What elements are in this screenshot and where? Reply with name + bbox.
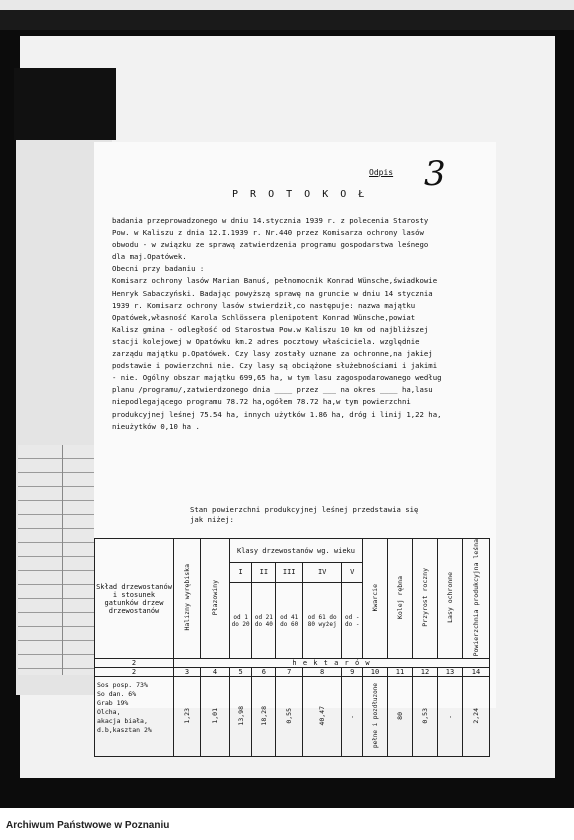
- value-klasa-IV: 40,47: [302, 677, 342, 757]
- value-halizny: 1,23: [174, 677, 201, 757]
- body-line: produkcyjnej leśnej 75.54 ha, innych użytków 1.86 ha, dróg i linij 1,22 ha,: [112, 409, 442, 419]
- klasa-I-range: od 1 do 20: [230, 582, 252, 659]
- ruled-page-edge: [18, 445, 96, 675]
- left-dark-patch: [14, 68, 116, 140]
- col-number: 6: [252, 668, 276, 677]
- species-line: d.b,kasztan 2%: [97, 726, 152, 735]
- body-line: podstawie i powierzchni nie. Czy lasy są obciążone służebnościami i jakimi: [112, 361, 438, 371]
- body-line: - nie. Ogólny obszar majątku 699,65 ha, w tym lasu zagospodarowanego według: [112, 373, 442, 383]
- klasa-V-range: od - do -: [342, 582, 363, 659]
- col-composition-header: Skład drzewostanów i stosunek gatunków drzew drzewostanów: [95, 539, 174, 659]
- col-number: 10: [363, 668, 388, 677]
- col-number: 12: [413, 668, 438, 677]
- body-line: 1939 r. Komisarz ochrony lasów stwierdził,co następuje: nazwa majątku: [112, 300, 416, 310]
- col-kolej-header: Kolej rębna: [388, 539, 413, 659]
- body-line: badania przeprowadzonego w dniu 14.stycznia 1939 r. z polecenia Starosty: [112, 216, 429, 225]
- body-line: dla maj.Opatówek.: [112, 252, 187, 262]
- body-line: Pow. w Kaliszu z dnia 12.I.1939 r. Nr.440 przez Komisarza ochrony lasów: [112, 228, 424, 238]
- klasa-II-range: od 21 do 40: [252, 582, 276, 659]
- col-number: 9: [342, 668, 363, 677]
- value-klasa-II: 18,28: [252, 677, 276, 757]
- col-plazowiny-header: Płazowiny: [201, 539, 230, 659]
- body-line: planu /programu/,zatwierdzonego dnia ____ przez ___ na okres ____ ha,lasu: [112, 385, 433, 395]
- protocol-document: [94, 142, 496, 749]
- stan-line: jak niżej:: [190, 515, 234, 524]
- klasa-I-roman: I: [230, 563, 252, 583]
- col-number: 13: [438, 668, 463, 677]
- klasa-III-range: od 41 do 60: [276, 582, 302, 659]
- forest-table: [94, 538, 490, 757]
- klasa-III-roman: III: [276, 563, 302, 583]
- col-kwarcie-header: Kwarcie: [363, 539, 388, 659]
- body-text: [112, 215, 492, 433]
- value-przyrost: 0,53: [413, 677, 438, 757]
- body-line: Kalisz gmina - odległość od Starostwa Pow.w Kaliszu 10 km od najbliższej: [112, 324, 429, 334]
- col-number: 2: [95, 668, 174, 677]
- col-number: 5: [230, 668, 252, 677]
- col-number: 7: [276, 668, 302, 677]
- value-kwarcie: pełne i pozdłuzone: [363, 677, 388, 757]
- col-przyrost-header: Przyrost roczny: [413, 539, 438, 659]
- body-line: nieużytków 0,10 ha .: [112, 421, 200, 431]
- col-ochronne-header: Lasy ochronne: [438, 539, 463, 659]
- stan-intro: [190, 505, 418, 525]
- col-number: 2: [95, 659, 174, 668]
- scan-dark-band: [0, 10, 574, 30]
- body-line: Henryk Sabaczyński. Badając powyższą sprawę na gruncie w dniu 14 stycznia: [112, 288, 433, 298]
- value-plazowiny: 1,01: [201, 677, 230, 757]
- body-line: obwodu - w związku ze sprawą zatwierdzenia programu gospodarstwa leśnego: [112, 240, 429, 250]
- species-line: akacja biała,: [97, 717, 148, 726]
- body-line: Obecni przy badaniu :: [112, 264, 205, 274]
- species-line: Olcha,: [97, 708, 121, 717]
- value-pow: 2,24: [463, 677, 490, 757]
- value-ochronne: -: [438, 677, 463, 757]
- klasa-IV-roman: IV: [302, 563, 342, 583]
- value-klasa-V: -: [342, 677, 363, 757]
- body-line: Komisarz ochrony lasów Marian Banuś, pełnomocnik Konrad Wünsche,świadkowie: [112, 276, 438, 286]
- col-pow-header: Powierzchnia produkcyjna leśna: [463, 539, 490, 659]
- stan-line: Stan powierzchni produkcyjnej leśnej przedstawia się: [190, 505, 419, 514]
- body-line: Opatówek,własność Karola Schlössera plenipotent Konrad Wünsche,powiat: [112, 312, 416, 322]
- col-number: 4: [201, 668, 230, 677]
- odpis-label: Odpis: [369, 168, 394, 177]
- scan-top-edge: [0, 0, 574, 10]
- col-halizny-header: Halizny wyrębiska: [174, 539, 201, 659]
- klasa-II-roman: II: [252, 563, 276, 583]
- value-kolej: 80: [388, 677, 413, 757]
- species-line: So dan. 6%: [97, 690, 137, 699]
- value-klasa-I: 13,98: [230, 677, 252, 757]
- klasa-V-roman: V: [342, 563, 363, 583]
- col-number: 3: [174, 668, 201, 677]
- col-number: 11: [388, 668, 413, 677]
- handwritten-page-number: 3: [424, 154, 446, 194]
- value-klasa-III: 0,55: [276, 677, 302, 757]
- col-number: 14: [463, 668, 490, 677]
- hektary-label: h e k t a r ó w: [174, 659, 490, 668]
- col-number: 8: [302, 668, 342, 677]
- body-line: zarządu majątku p.Opatówek. Czy lasy zostały uznane za ochronne,na jakiej: [112, 349, 433, 359]
- species-line: Grab 19%: [97, 699, 129, 708]
- body-line: niepodlegającego programu 78.72 ha,ogółem 78.72 ha,w tym powierzchni: [112, 397, 411, 407]
- klasa-IV-range: od 61 do 80 wyżej: [302, 582, 342, 659]
- archive-name: Archiwum Państwowe w Poznaniu: [6, 820, 170, 831]
- body-line: stacji kolejowej w Opatówku km.2 adres pocztowy właściciela. względnie: [112, 336, 420, 346]
- klasy-header: Klasy drzewostanów wg. wieku: [230, 539, 363, 563]
- species-cell: [95, 677, 174, 757]
- document-title: P R O T O K O Ł: [232, 189, 368, 200]
- species-line: Sos posp. 73%: [97, 681, 148, 690]
- archive-footer: [0, 808, 574, 840]
